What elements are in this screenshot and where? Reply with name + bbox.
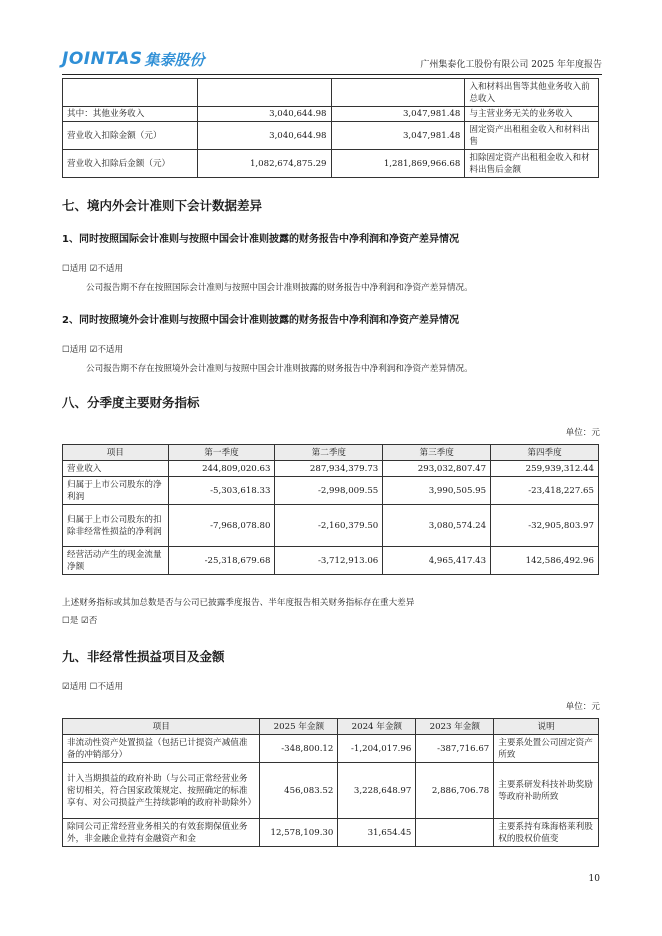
table-cell: 1,082,674,875.29 [197,150,331,178]
table-cell: -348,800.12 [260,735,338,763]
table-cell: 3,040,644.98 [197,122,331,150]
section-7-sub1-check: ☐适用 ☑不适用 [62,264,124,274]
table-cell: -25,318,679.68 [168,547,275,575]
table-row [63,79,599,107]
table-cell: 其中：其他业务收入 [63,107,198,122]
table-row [63,461,599,477]
table-cell: 除同公司正常经营业务相关的有效套期保值业务外，非金融企业持有金融资产和金 [63,819,260,847]
page-header [62,48,602,75]
table-cell [331,79,465,107]
table-header-row [63,445,599,461]
table-row [63,122,599,150]
revenue-deduction-table [62,78,599,178]
table-cell: 2,886,706.78 [416,763,494,819]
table-cell: 营业收入扣除金额（元） [63,122,198,150]
section-7-sub2-title: 2、同时按照境外会计准则与按照中国会计准则披露的财务报告中净利润和净资产差异情况 [62,315,459,326]
column-header: 2024 年金额 [338,719,416,735]
table-cell: -23,418,227.65 [491,477,599,505]
table-row [63,735,599,763]
logo-latin-text: JOINTAS [62,49,143,69]
column-header: 第二季度 [275,445,383,461]
table-cell: 营业收入 [63,461,169,477]
table-cell: 经营活动产生的现金流量净额 [63,547,169,575]
table-row [63,150,599,178]
table-cell: 4,965,417.43 [383,547,491,575]
section-9-check: ☑适用 ☐不适用 [62,682,124,692]
table-cell: 244,809,020.63 [168,461,275,477]
table-row [63,477,599,505]
table-cell: 归属于上市公司股东的扣除非经常性损益的净利润 [63,505,169,547]
report-title: 广州集泰化工股份有限公司 2025 年年度报告 [420,60,602,70]
table-cell: -1,204,017.96 [338,735,416,763]
table-cell: -2,160,379.50 [275,505,383,547]
table-cell: -7,968,078.80 [168,505,275,547]
column-header: 第一季度 [168,445,275,461]
table-cell: 3,080,574.24 [383,505,491,547]
table-cell: 归属于上市公司股东的净利润 [63,477,169,505]
section-7-title: 七、境内外会计准则下会计数据差异 [62,198,263,213]
table-cell: 3,047,981.48 [331,122,465,150]
page-number: 10 [588,874,600,884]
column-header: 第四季度 [491,445,599,461]
table-cell: 非流动性资产处置损益（包括已计提资产减值准备的冲销部分） [63,735,260,763]
table-cell: 3,040,644.98 [197,107,331,122]
section-9-title: 九、非经常性损益项目及金额 [62,649,225,664]
table-row [63,505,599,547]
table-row [63,819,599,847]
section-8-check: ☐是 ☑否 [62,616,98,626]
table-cell: 营业收入扣除后金额（元） [63,150,198,178]
column-header: 第三季度 [383,445,491,461]
table-header-row [63,719,599,735]
column-header: 2023 年金额 [416,719,494,735]
table-cell: 3,990,505.95 [383,477,491,505]
table-cell: -387,716.67 [416,735,494,763]
section-9-unit: 单位：元 [565,702,600,712]
table-cell: 入和材料出售等其他业务收入前总收入 [465,79,599,107]
table-cell: 456,083.52 [260,763,338,819]
company-logo [62,48,205,70]
non-recurring-table [62,718,599,847]
table-cell: -32,905,803.97 [491,505,599,547]
column-header: 说明 [494,719,599,735]
table-cell [63,79,198,107]
table-cell: -3,712,913.06 [275,547,383,575]
table-cell: 与主营业务无关的业务收入 [465,107,599,122]
table-cell: 扣除固定资产出租租金收入和材料出售后金额 [465,150,599,178]
table-cell: 主要系研发科技补助奖励等政府补助所致 [494,763,599,819]
section-8-unit: 单位：元 [565,428,600,438]
table-cell: 287,934,379.73 [275,461,383,477]
table-cell: 12,578,109.30 [260,819,338,847]
logo-cn-text: 集泰股份 [144,50,205,69]
table-cell: 259,939,312.44 [491,461,599,477]
table-cell: -5,303,618.33 [168,477,275,505]
table-cell: 1,281,869,966.68 [331,150,465,178]
table-cell [416,819,494,847]
section-7-sub2-text: 公司报告期不存在按照境外会计准则与按照中国会计准则披露的财务报告中净利润和净资产差异情况。 [86,364,473,374]
table-cell: 固定资产出租租金收入和材料出售 [465,122,599,150]
table-cell: 31,654.45 [338,819,416,847]
column-header: 2025 年金额 [260,719,338,735]
table-cell: 3,228,648.97 [338,763,416,819]
table-cell: 主要系持有珠海格莱利股权的股权价值变 [494,819,599,847]
section-8-title: 八、分季度主要财务指标 [62,395,200,410]
column-header: 项目 [63,445,169,461]
table-cell: -2,998,009.55 [275,477,383,505]
table-cell: 142,586,492.96 [491,547,599,575]
section-8-note: 上述财务指标或其加总数是否与公司已披露季度报告、半年度报告相关财务指标存在重大差异 [62,598,415,608]
table-cell: 计入当期损益的政府补助（与公司正常经营业务密切相关，符合国家政策规定、按照确定的标准享有、对公司损益产生持续影响的政府补助除外） [63,763,260,819]
section-7-sub1-text: 公司报告期不存在按照国际会计准则与按照中国会计准则披露的财务报告中净利润和净资产差异情况。 [86,283,473,293]
table-cell [197,79,331,107]
table-row [63,107,599,122]
table-cell: 主要系处置公司固定资产所致 [494,735,599,763]
table-cell: 293,032,807.47 [383,461,491,477]
quarterly-table [62,444,599,575]
section-7-sub1-title: 1、同时按照国际会计准则与按照中国会计准则披露的财务报告中净利润和净资产差异情况 [62,234,459,245]
table-cell: 3,047,981.48 [331,107,465,122]
column-header: 项目 [63,719,260,735]
table-row [63,763,599,819]
section-7-sub2-check: ☐适用 ☑不适用 [62,345,124,355]
table-row [63,547,599,575]
